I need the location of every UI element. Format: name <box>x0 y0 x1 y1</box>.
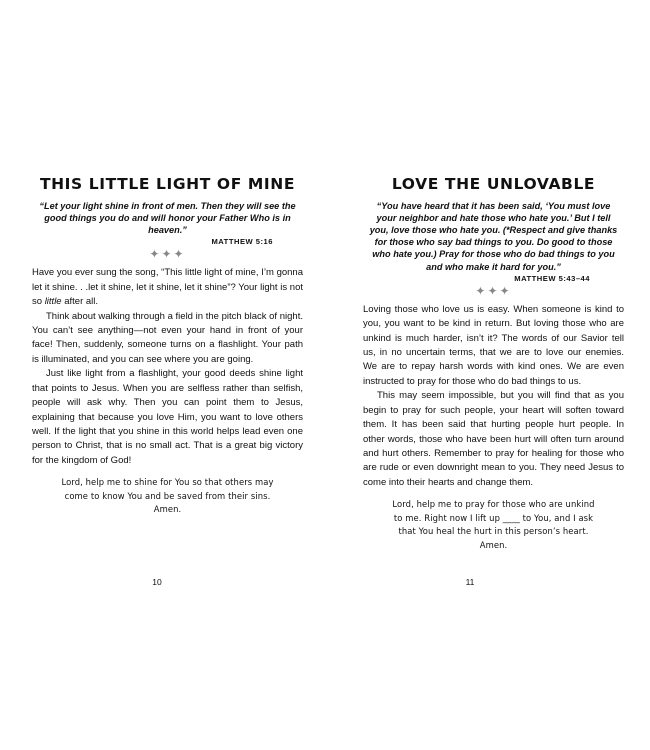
prayer: Lord, help me to pray for those who are unkind to me. Right now I lift up ____ to You, and I ask that You heal the hurt in this person’s heart. Amen. <box>392 499 595 550</box>
paragraph: This may seem impossible, but you will find that as you begin to pray for such people, your heart will soften toward them. It has been said that hurting people hurt people. In other words, those who have been hurt will often turn around and hurt others. Remember to pray for healing for those who are rude or even downright mean to you. They need Jesus to come into their hearts and change them. <box>363 390 624 488</box>
paragraph <box>32 266 303 309</box>
devotion-body <box>363 303 624 491</box>
paragraph: Think about walking through a field in the pitch black of night. You can’t see anything—not even your hand in front of your face! Then, suddenly, someone turns on a flashlight. Your path is illuminated, and you can see where you are going. <box>32 310 303 365</box>
paragraph-text: after all. <box>61 296 99 308</box>
page-number: 10 <box>152 577 162 587</box>
page-title: LOVE THE UNLOVABLE <box>391 175 596 193</box>
scripture-reference: MATTHEW 5:16 <box>211 237 273 247</box>
scripture-verse: “You have heard that it has been said, ‘You must love your neighbor and hate those who hate you.’ But I tell you, love those who hate you. (*Respect and give thanks for those who say bad things to you. Do good to those who hate you.) Pray for those who do bad things to you and who make it hard for you.” <box>369 200 618 272</box>
prayer: Lord, help me to shine for You so that others may come to know You and be saved from their sins. Amen. <box>61 477 274 515</box>
ornament-icon: ✦✦✦ <box>475 283 512 298</box>
right-page <box>325 0 650 750</box>
paragraph: Just like light from a flashlight, your good deeds shine light that points to Jesus. When you are selfless rather than selfish, people will ask why. Then you can point them to Jesus, explaining that because you love Him, you want to love others well. If the light that you shine in this world helps lead even one person to Christ, that is no small act. That is a great big victory for the kingdom of God! <box>32 368 303 466</box>
scripture-verse: “Let your light shine in front of men. Then they will see the good things you do and will honor your Father Who is in heaven.” <box>39 200 296 236</box>
devotion-body <box>32 266 303 468</box>
scripture-reference: MATTHEW 5:43–44 <box>514 273 590 283</box>
page-title: THIS LITTLE LIGHT OF MINE <box>39 175 296 193</box>
paragraph: Loving those who love us is easy. When someone is kind to you, you want to be kind in return. But loving those who are unkind is much harder, isn’t it? The words of our Savior tell us, in no uncertain terms, that we are to love our enemies. We are to repay harsh words with kind ones. We are even instructed to pray for those who do bad things to us. <box>363 303 624 387</box>
emphasis-text: little <box>44 296 62 308</box>
ornament-icon: ✦✦✦ <box>149 247 186 262</box>
page-number: 11 <box>465 577 475 587</box>
paragraph-text: Have you ever sung the song, “This little light of mine, I’m gonna let it shine. . .let it shine, let it shine, let it shine”? Your light is not so <box>32 267 303 308</box>
